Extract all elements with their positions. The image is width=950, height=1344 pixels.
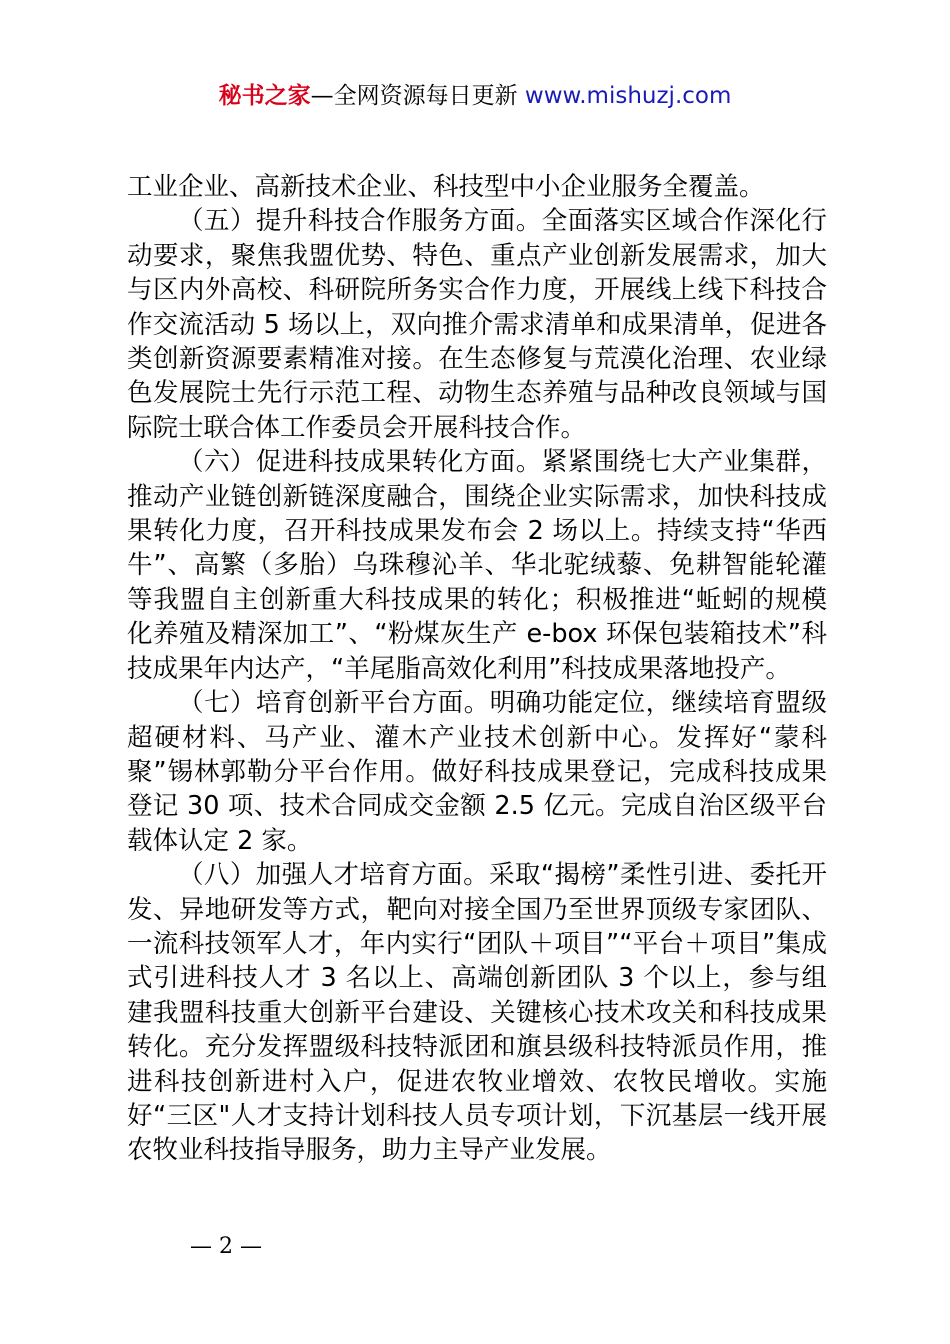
paragraph-continuation: 工业企业、高新技术企业、科技型中小企业服务全覆盖。 <box>127 172 765 202</box>
paragraph-section-8: （八）加强人才培育方面。采取“揭榜”柔性引进、委托开发、异地研发等方式，靶向对接全国乃至世界顶级专家团队、一流科技领军人才，年内实行“团队＋项目”“平台＋项目”集成式引进科技人才 3 名以上、高端创新团队 3 个以上，参与组建我盟科技重大创新平台建设、关键核心技术攻关和科技成果转化。充分发挥盟级科技特派团和旗县级科技特派员作用，推进科技创新进村入户，促进农牧业增效、农牧民增收。实施好“三区"人才支持计划科技人员专项计划，下沉基层一线开展农牧业科技指导服务，助力主导产业发展。 <box>127 860 827 1166</box>
page-number: — 2 — <box>190 1234 262 1259</box>
paragraph-section-7: （七）培育创新平台方面。明确功能定位，继续培育盟级超硬材料、马产业、灌木产业技术创新中心。发挥好“蒙科聚”锡林郭勒分平台作用。做好科技成果登记，完成科技成果登记 30 项、技术合同成交金额 2.5 亿元。完成自治区级平台载体认定 2 家。 <box>127 688 827 856</box>
paragraph-section-5: （五）提升科技合作服务方面。全面落实区域合作深化行动要求，聚焦我盟优势、特色、重点产业创新发展需求，加大与区内外高校、科研院所务实合作力度，开展线上线下科技合作交流活动 5 场以上，双向推介需求清单和成果清单，促进各类创新资源要素精准对接。在生态修复与荒漠化治理、农业绿色发展院士先行示范工程、动物生态养殖与品种改良领域与国际院士联合体工作委员会开展科技合作。 <box>127 206 827 443</box>
document-body <box>127 170 827 1168</box>
brand-name: 秘书之家 <box>218 83 311 109</box>
site-header <box>0 80 950 112</box>
site-tagline: —全网资源每日更新 <box>310 83 518 109</box>
paragraph-section-6: （六）促进科技成果转化方面。紧紧围绕七大产业集群，推动产业链创新链深度融合，围绕企业实际需求，加快科技成果转化力度，召开科技成果发布会 2 场以上。持续支持“华西牛”、高繁（多胎）乌珠穆沁羊、华北驼绒藜、免耕智能轮灌等我盟自主创新重大科技成果的转化；积极推进“蚯蚓的规模化养殖及精深加工”、“粉煤灰生产 e-box 环保包装箱技术”科技成果年内达产，“羊尾脂高效化利用”科技成果落地投产。 <box>127 447 827 684</box>
site-url-link[interactable]: www.mishuzj.com <box>524 83 732 109</box>
